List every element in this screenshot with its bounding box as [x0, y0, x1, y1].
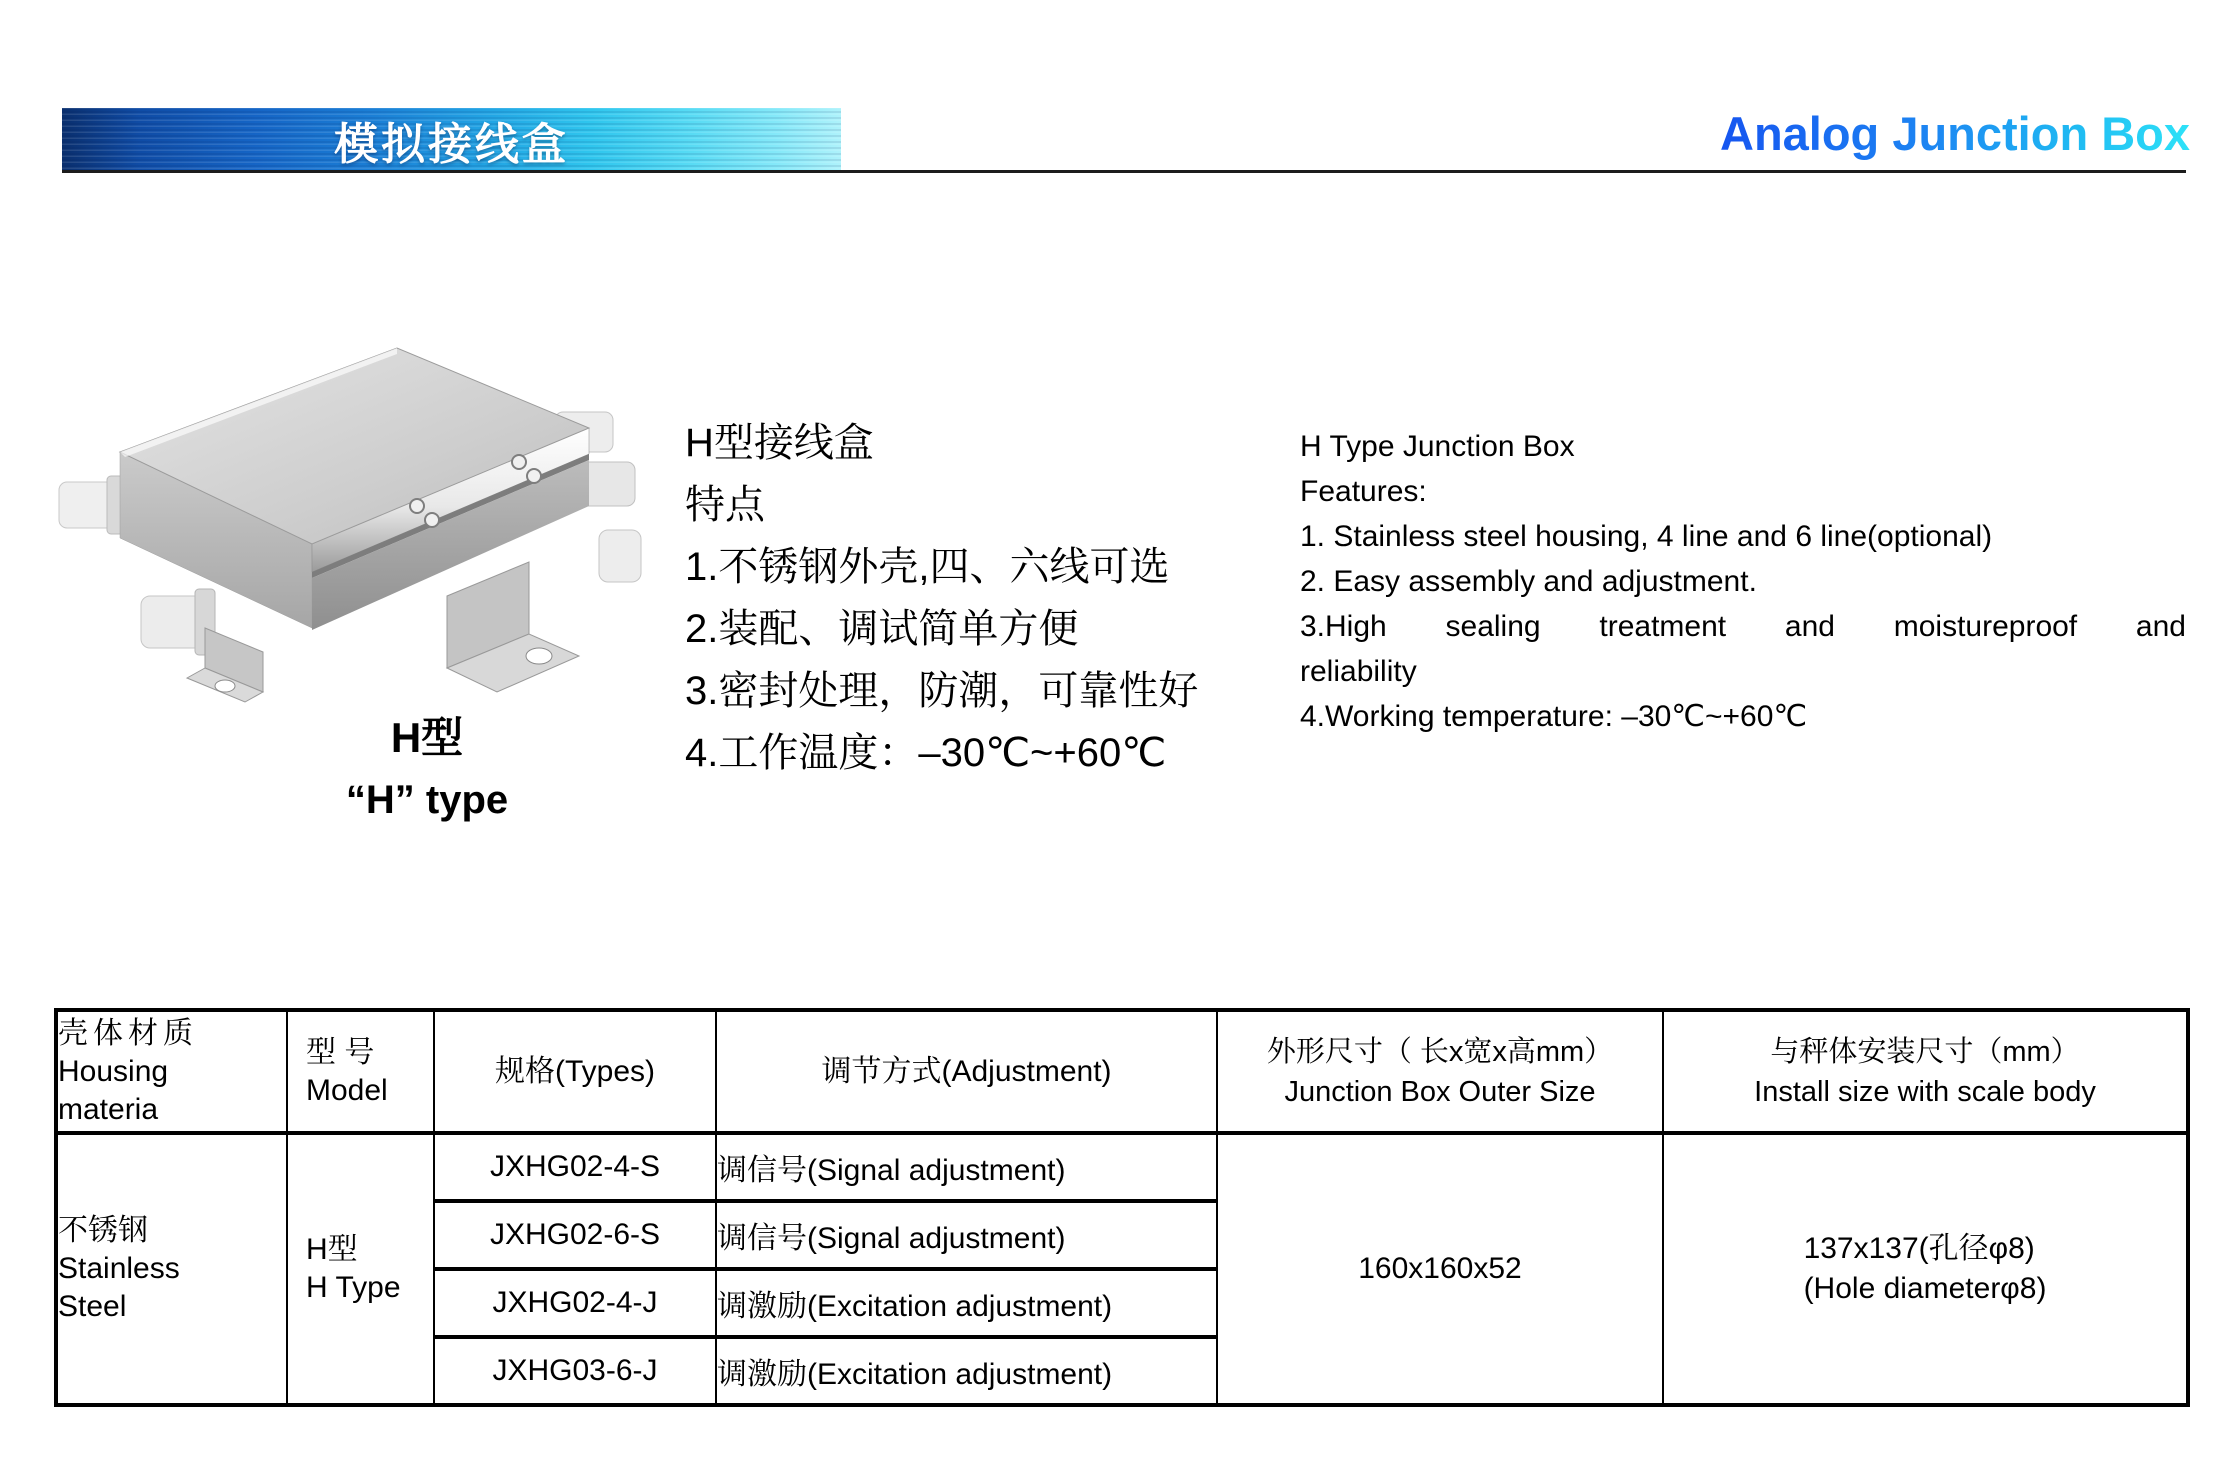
features-cn-item: 1.不锈钢外壳,四、六线可选 [685, 545, 1170, 589]
mounting-foot-right [447, 562, 579, 692]
features-en-item: 3.High sealing treatment and moistureproof and [1300, 610, 2186, 643]
features-cn-title: H型接线盒 [685, 421, 874, 465]
header-types: 规格(Types) [434, 1010, 716, 1133]
features-en-title: H Type Junction Box [1300, 430, 1575, 463]
product-caption-en: “H” type [345, 778, 509, 822]
product-caption [252, 712, 602, 826]
cell-model: H型 H Type [287, 1133, 434, 1405]
banner-title-cn: 模拟接线盒 [334, 120, 569, 169]
cell-install-size: 137x137(孔径φ8) (Hole diameterφ8) [1663, 1133, 2188, 1405]
features-en-item-continued: reliability [1300, 655, 1417, 688]
features-en-item: 1. Stainless steel housing, 4 line and 6 line(optional) [1300, 520, 1993, 553]
cell-type: JXHG02-4-S [434, 1133, 716, 1201]
header-model: 型 号 Model [287, 1010, 434, 1133]
features-cn-subtitle: 特点 [685, 483, 765, 527]
features-cn-item: 3.密封处理，防潮，可靠性好 [685, 669, 1199, 713]
features-en-subtitle: Features: [1300, 475, 1427, 508]
table-row [56, 1133, 2188, 1201]
cell-type: JXHG02-4-J [434, 1269, 716, 1337]
cell-adjustment: 调激励(Excitation adjustment) [716, 1337, 1217, 1405]
cell-adjustment: 调信号(Signal adjustment) [716, 1133, 1217, 1201]
cell-type: JXHG02-6-S [434, 1201, 716, 1269]
cell-adjustment: 调信号(Signal adjustment) [716, 1201, 1217, 1269]
spec-table [54, 1008, 2190, 1407]
cell-housing-material: 不锈钢 Stainless Steel [56, 1133, 287, 1405]
header-outer-size: 外形尺寸（ 长x宽x高mm） Junction Box Outer Size [1217, 1010, 1663, 1133]
junction-box-image [55, 200, 645, 710]
header-rule [62, 170, 2186, 173]
header-housing-material: 壳体材质 Housing materia [56, 1010, 287, 1133]
features-cn-item: 4.工作温度：–30℃~+60℃ [685, 731, 1167, 775]
features-en-item: 4.Working temperature: –30℃~+60℃ [1300, 700, 1808, 733]
page-title-en: Analog Junction Box [1720, 107, 2190, 160]
cell-adjustment: 调激励(Excitation adjustment) [716, 1269, 1217, 1337]
cell-type: JXHG03-6-J [434, 1337, 716, 1405]
header-adjustment: 调节方式(Adjustment) [716, 1010, 1217, 1133]
features-chinese [685, 412, 1285, 784]
features-english [1300, 424, 2186, 739]
header-install-size: 与秤体安装尺寸（mm） Install size with scale body [1663, 1010, 2188, 1133]
features-en-item: 2. Easy assembly and adjustment. [1300, 565, 1757, 598]
product-caption-cn: H型 [390, 714, 464, 761]
spec-table-header-row [56, 1010, 2188, 1133]
cell-outer-size: 160x160x52 [1217, 1133, 1663, 1405]
header-banner [62, 108, 841, 172]
features-cn-item: 2.装配、调试简单方便 [685, 607, 1079, 651]
